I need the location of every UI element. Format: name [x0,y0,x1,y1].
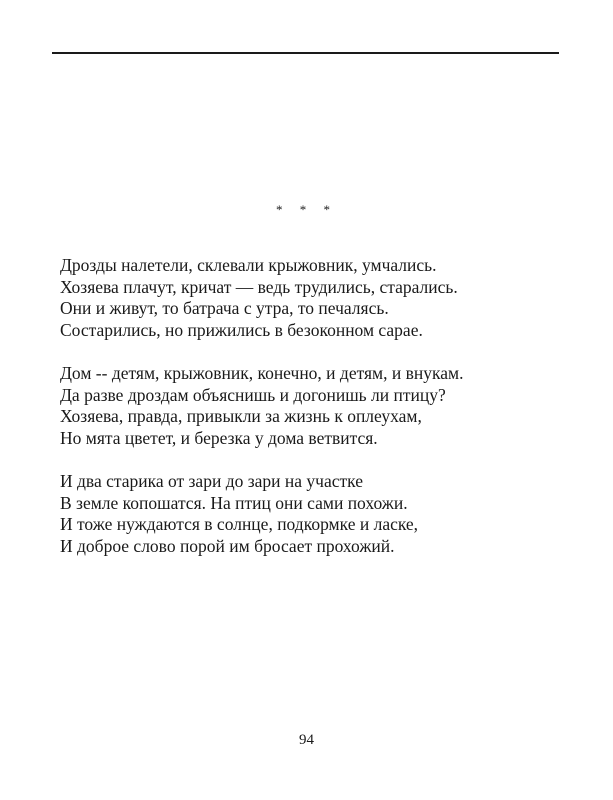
poem-line: Дрозды налетели, склевали крыжовник, умчались. [60,255,437,275]
header-rule [52,52,559,54]
section-ornament: * * * [276,202,337,217]
poem-line: И тоже нуждаются в солнце, подкормке и ласке, [60,514,419,534]
stanza-2 [60,363,560,449]
poem-line: И два старика от зари до зари на участке [60,471,363,491]
poem-line: В земле копошатся. На птиц они сами похожи. [60,492,408,513]
poem-line: Хозяева плачут, кричат — ведь трудились, старались. [60,276,458,297]
poem-line: Хозяева, правда, привыкли за жизнь к оплеухам, [60,406,422,426]
poem-line: Да разве дроздам объяснишь и догонишь ли птицу? [60,384,446,405]
poem-line: Но мята цветет, и березка у дома ветвится. [60,427,378,448]
poem-line: Они и живут, то батрача с утра, то печалясь. [60,298,389,318]
poem-line: Дом -- детям, крыжовник, конечно, и детям, и внукам. [60,363,464,383]
poem [60,255,560,579]
stanza-1 [60,255,560,341]
poem-line: И доброе слово порой им бросает прохожий. [60,535,395,556]
poem-line: Состарились, но прижились в безоконном сарае. [60,319,423,340]
stanza-3 [60,471,560,557]
page-number: 94 [299,732,314,748]
